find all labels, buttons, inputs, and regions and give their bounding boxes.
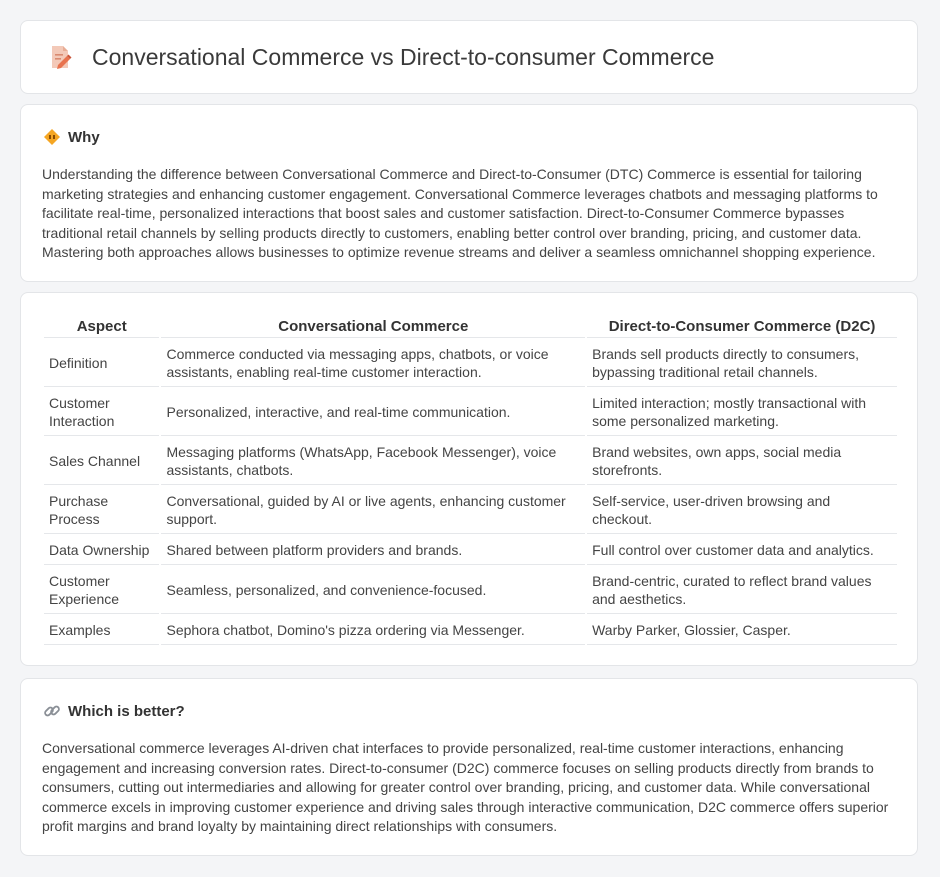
page-title: Conversational Commerce vs Direct-to-consumer Commerce (92, 43, 715, 70)
table-cell-aspect: Data Ownership (44, 534, 159, 565)
title-card (20, 20, 918, 94)
table-cell-aspect: Customer Experience (44, 565, 159, 614)
better-body: Conversational commerce leverages AI-driven chat interfaces to provide personalized, real-time customer interactions, enhancing engagement and increasing conversion rates. Direct-to-consumer (D2C) commerce focuses on selling products directly from brands to consumers, cutting out intermediaries and allowing for greater control over branding, pricing, and customer data. While conversational commerce excels in improving customer experience and driving sales through interactive communication, D2C commerce offers superior profit margins and brand loyalty by maintaining direct relationships with consumers. (42, 740, 889, 835)
table-row (44, 534, 897, 565)
table-header-row (44, 313, 897, 338)
why-heading-row (42, 127, 100, 147)
table-cell-aspect: Examples (44, 614, 159, 645)
better-heading-row (42, 701, 185, 721)
link-icon (42, 701, 62, 721)
table-cell: Self-service, user-driven browsing and checkout. (587, 485, 897, 534)
which-better-section (20, 678, 918, 856)
better-heading: Which is better? (68, 702, 185, 720)
table-row (44, 614, 897, 645)
table-cell: Commerce conducted via messaging apps, chatbots, or voice assistants, enabling real-time customer interaction. (161, 338, 585, 387)
table-cell-aspect: Customer Interaction (44, 387, 159, 436)
table-cell-aspect: Definition (44, 338, 159, 387)
table-cell: Seamless, personalized, and convenience-focused. (161, 565, 585, 614)
table-row (44, 565, 897, 614)
table-cell: Limited interaction; mostly transactional with some personalized marketing. (587, 387, 897, 436)
table-cell-aspect: Sales Channel (44, 436, 159, 485)
column-header: Conversational Commerce (161, 313, 585, 338)
table-cell: Conversational, guided by AI or live agents, enhancing customer support. (161, 485, 585, 534)
column-header: Direct-to-Consumer Commerce (D2C) (587, 313, 897, 338)
table-row (44, 387, 897, 436)
table-cell: Full control over customer data and analytics. (587, 534, 897, 565)
table-row (44, 338, 897, 387)
why-heading: Why (68, 128, 100, 146)
table-row (44, 436, 897, 485)
table-cell: Brand websites, own apps, social media storefronts. (587, 436, 897, 485)
why-section (20, 104, 918, 282)
table-cell: Warby Parker, Glossier, Casper. (587, 614, 897, 645)
title-row (46, 43, 714, 71)
document-pencil-icon (46, 43, 74, 71)
column-header: Aspect (44, 313, 159, 338)
table-cell: Personalized, interactive, and real-time communication. (161, 387, 585, 436)
comparison-table (42, 313, 899, 645)
table-cell: Sephora chatbot, Domino's pizza ordering via Messenger. (161, 614, 585, 645)
table-cell: Brand-centric, curated to reflect brand values and aesthetics. (587, 565, 897, 614)
table-row (44, 485, 897, 534)
table-cell: Messaging platforms (WhatsApp, Facebook Messenger), voice assistants, chatbots. (161, 436, 585, 485)
diamond-sign-icon (42, 127, 62, 147)
comparison-section (20, 292, 918, 666)
table-cell: Shared between platform providers and brands. (161, 534, 585, 565)
table-cell-aspect: Purchase Process (44, 485, 159, 534)
table-cell: Brands sell products directly to consumers, bypassing traditional retail channels. (587, 338, 897, 387)
why-body: Understanding the difference between Conversational Commerce and Direct-to-Consumer (DTC) Commerce is essential for tailoring marketing strategies and enhancing customer engagement. Conversational Commerce leverages chatbots and messaging platforms to facilitate real-time, personalized interactions that boost sales and customer satisfaction. Direct-to-Consumer Commerce bypasses traditional retail channels by selling products directly to customers, enabling better control over branding, pricing, and customer data. Mastering both approaches allows businesses to optimize revenue streams and deliver a seamless omnichannel shopping experience. (42, 166, 878, 261)
